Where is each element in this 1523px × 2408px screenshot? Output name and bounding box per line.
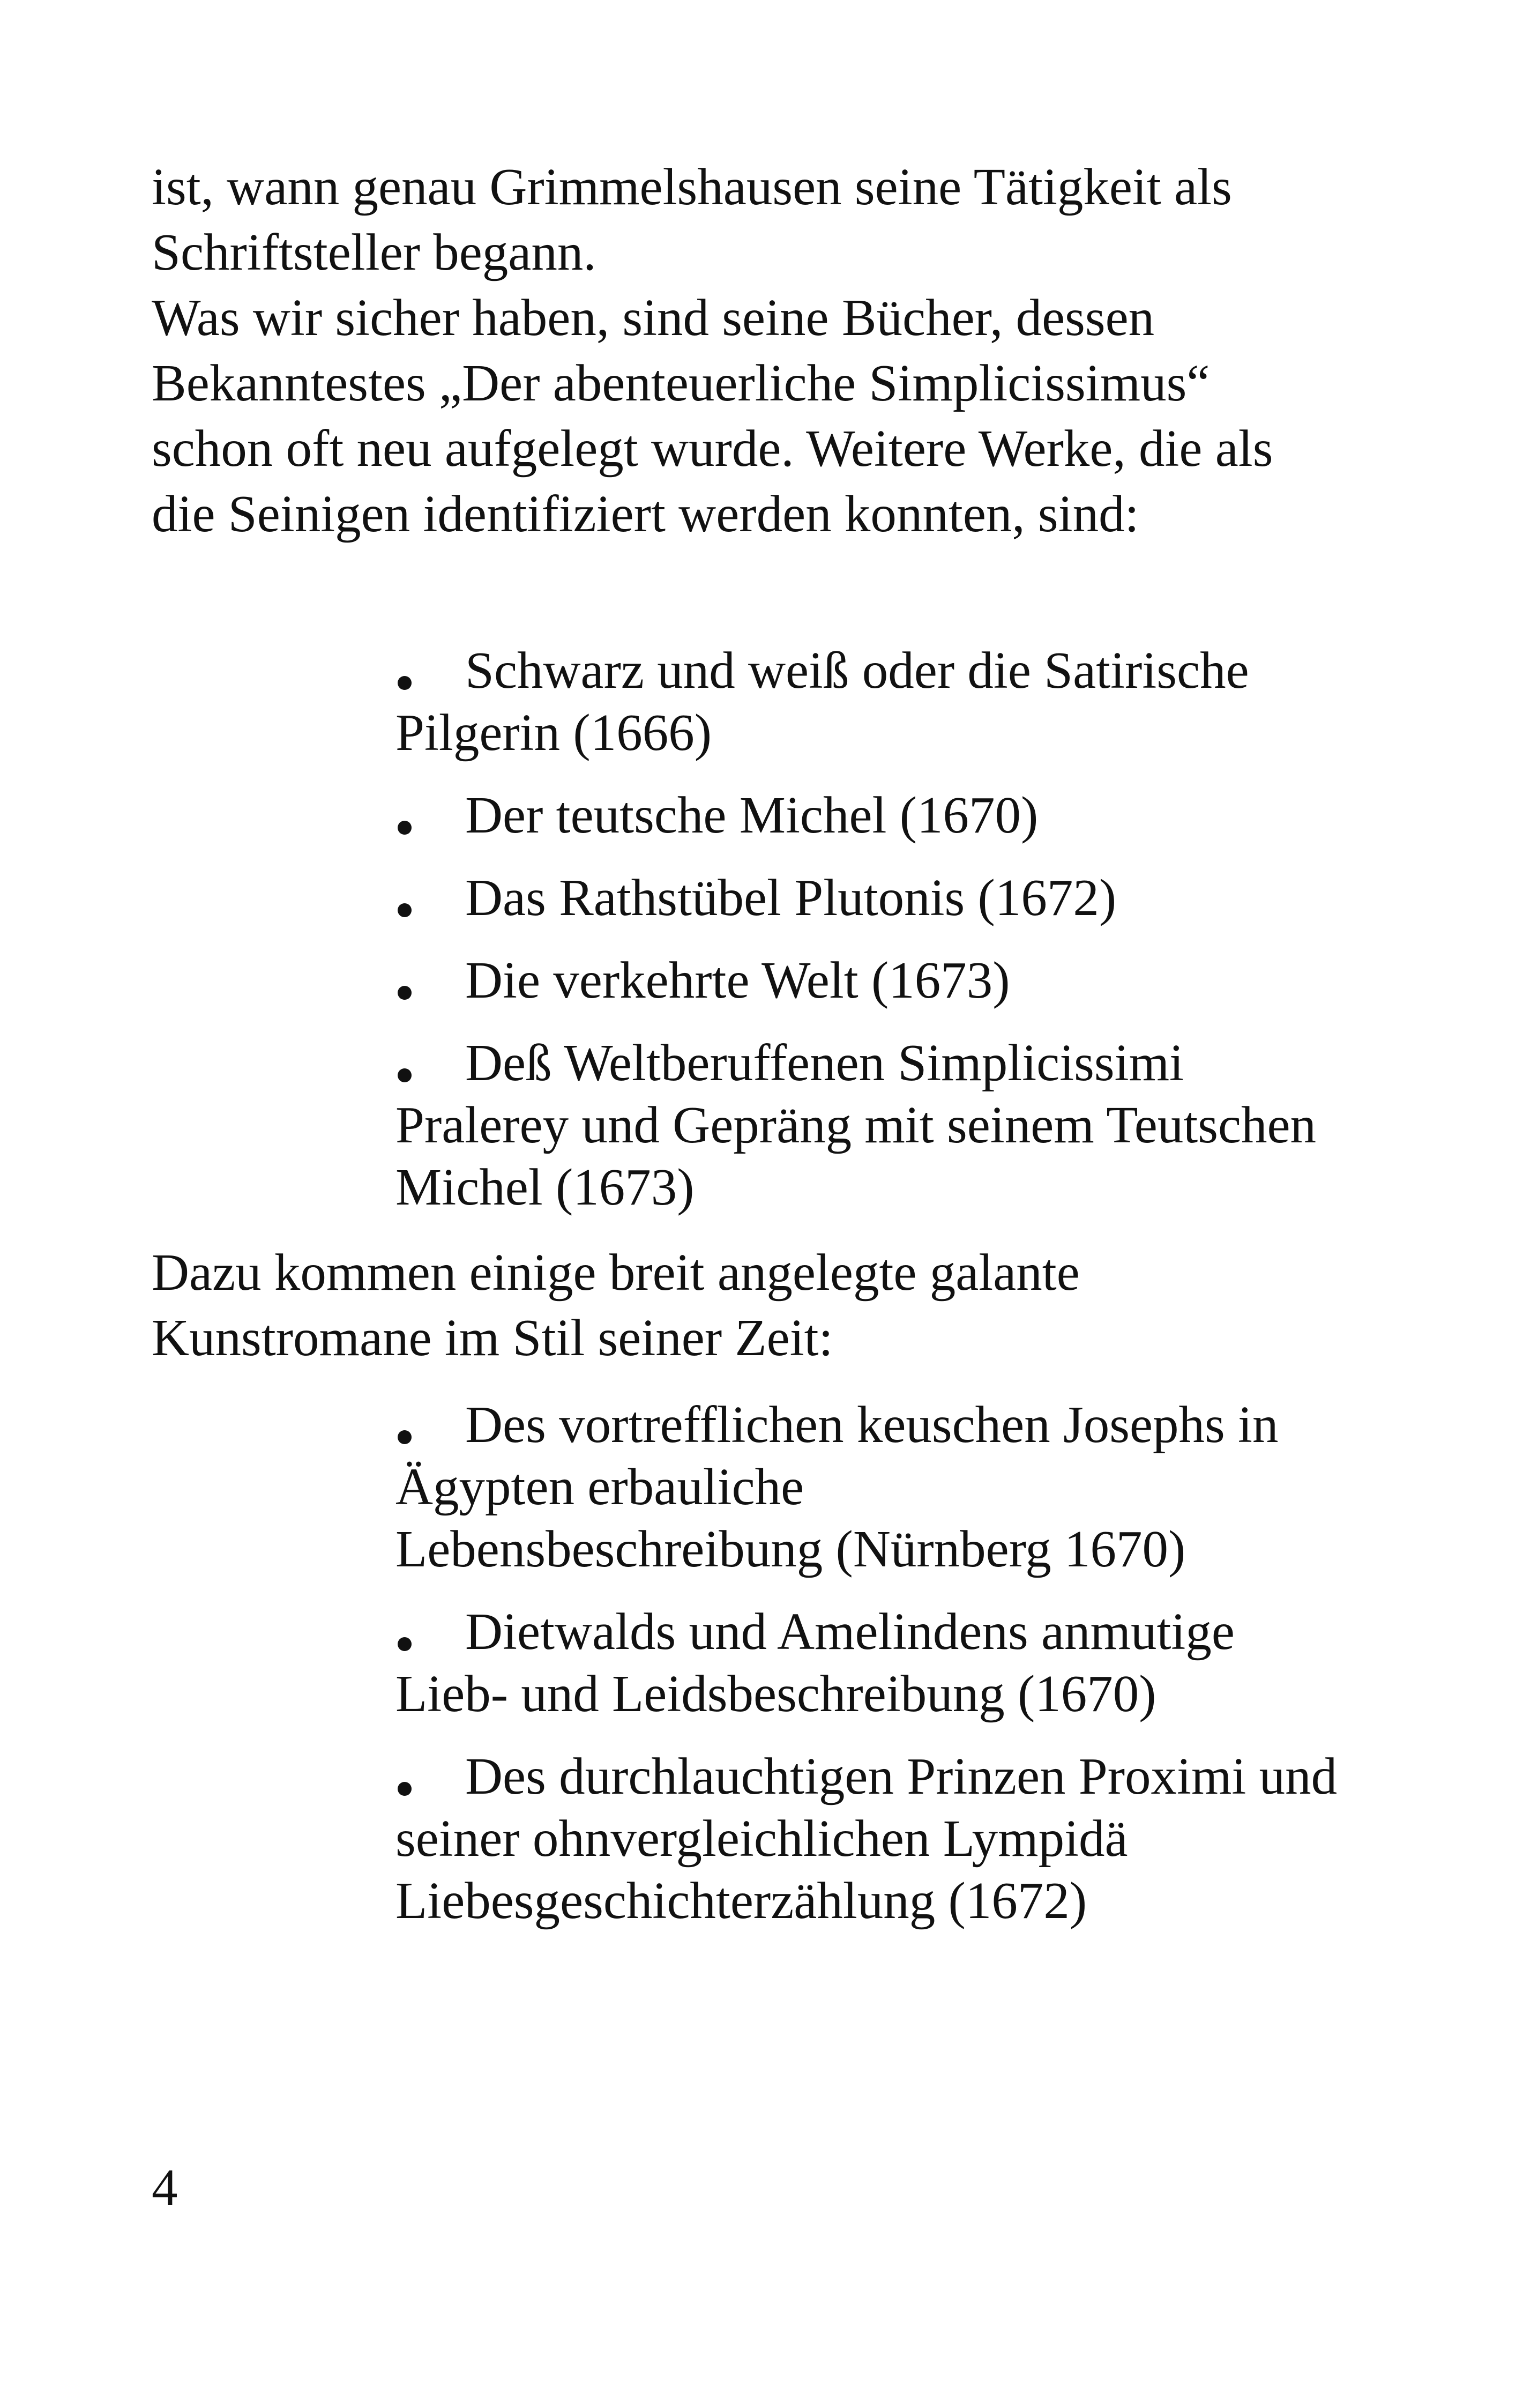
- list-item-text: seiner ohnvergleichlichen Lympidä: [395, 1810, 1128, 1867]
- list-item-text: Des vortrefflichen keuschen Josephs in: [465, 1396, 1279, 1453]
- list-item: [395, 1601, 1467, 1725]
- list-item-text: Ägypten erbauliche: [395, 1458, 804, 1515]
- list-item: [395, 784, 1467, 846]
- list-item-text: Die verkehrte Welt (1673): [465, 952, 1010, 1009]
- list-item-text: Lieb- und Leidsbeschreibung (1670): [395, 1665, 1156, 1722]
- list-item-text: Lebensbeschreibung (Nürnberg 1670): [395, 1520, 1186, 1578]
- list-item: [395, 949, 1467, 1012]
- text-line: schon oft neu aufgelegt wurde. Weitere Werke, die als: [152, 420, 1273, 477]
- middle-paragraph: [152, 1240, 1427, 1371]
- text-line: Was wir sicher haben, sind seine Bücher, dessen: [152, 289, 1155, 346]
- works-list: [395, 640, 1467, 1218]
- intro-paragraph: [152, 154, 1427, 547]
- novels-list: [395, 1394, 1467, 1932]
- list-item: [395, 1032, 1467, 1218]
- text-line: ist, wann genau Grimmelshausen seine Tätigkeit als: [152, 158, 1232, 215]
- list-item: [395, 640, 1467, 764]
- text-line: Schriftsteller begann.: [152, 224, 596, 281]
- list-item: [395, 1394, 1467, 1580]
- list-item-text: Des durchlauchtigen Prinzen Proximi und: [465, 1748, 1338, 1805]
- text-line: die Seinigen identifiziert werden konnten, sind:: [152, 485, 1139, 542]
- list-item-text: Michel (1673): [395, 1158, 695, 1216]
- list-item-text: Pralerey und Gepräng mit seinem Teutschen: [395, 1096, 1317, 1154]
- list-item-text: Liebesgeschichterzählung (1672): [395, 1872, 1087, 1929]
- list-item-text: Dietwalds und Amelindens anmutige: [465, 1603, 1235, 1660]
- list-item: [395, 867, 1467, 929]
- text-line: Dazu kommen einige breit angelegte galante: [152, 1244, 1080, 1301]
- list-item-text: Das Rathstübel Plutonis (1672): [465, 869, 1117, 926]
- text-line: Bekanntestes „Der abenteuerliche Simplicissimus“: [152, 354, 1210, 412]
- list-item-text: Pilgerin (1666): [395, 704, 712, 761]
- list-item-text: Der teutsche Michel (1670): [465, 786, 1039, 844]
- list-item-text: Schwarz und weiß oder die Satirische: [465, 642, 1249, 699]
- text-line: Kunstromane im Stil seiner Zeit:: [152, 1309, 833, 1366]
- list-item: [395, 1745, 1467, 1932]
- page-number: 4: [152, 2159, 178, 2216]
- list-item-text: Deß Weltberuffenen Simplicissimi: [465, 1034, 1184, 1091]
